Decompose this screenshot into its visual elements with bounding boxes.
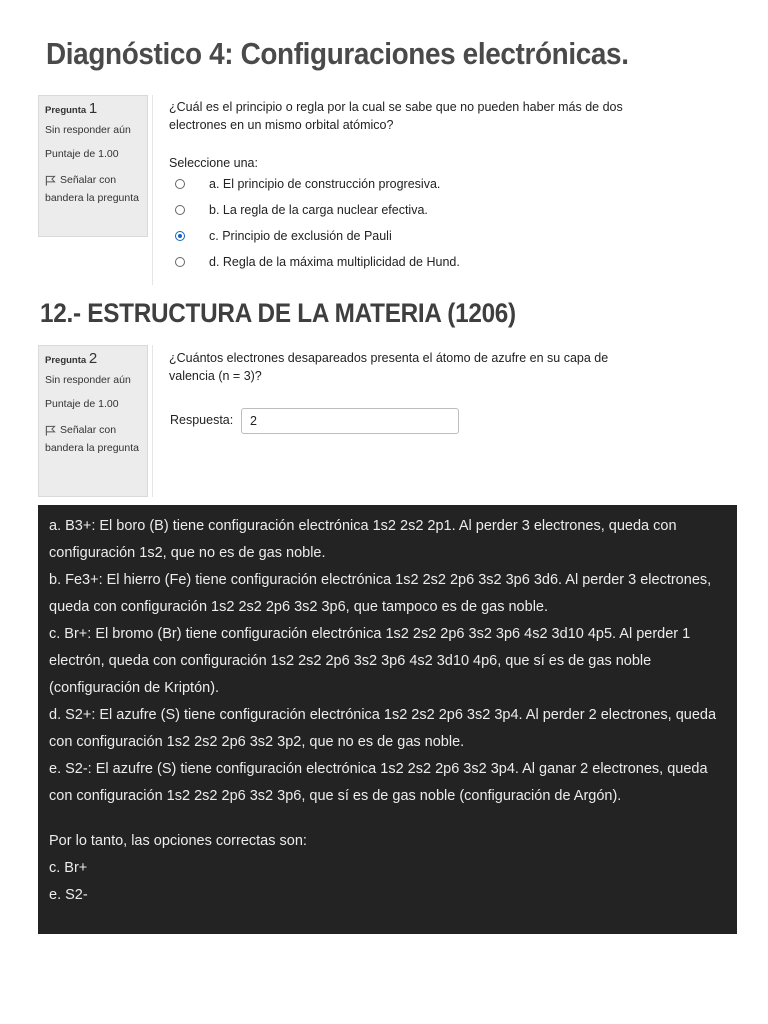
question-number: 1	[88, 100, 98, 117]
option-b-label: b. La regla de la carga nuclear efectiva.	[209, 203, 428, 217]
question-label: Pregunta	[45, 105, 87, 116]
explanation-line-c: c. Br+: El bromo (Br) tiene configuración electrónica 1s2 2s2 2p6 3s2 3p6 4s2 3d10 4p5. Al perder 1 electrón, queda con configuración 1s2 2s2 2p6 3s2 3p6 4s2 3d10 4p6, que sí es de gas noble (configuración de Kriptón).	[49, 626, 691, 696]
option-c-label: c. Principio de exclusión de Pauli	[209, 229, 392, 243]
question-2-text: ¿Cuántos electrones desapareados presenta el átomo de azufre en su capa de valencia (n = 3)?	[169, 351, 609, 383]
answer-label: Respuesta:	[170, 413, 234, 427]
option-c[interactable]	[175, 229, 392, 243]
correct-answer-2: e. S2-	[49, 887, 88, 903]
option-a-label: a. El principio de construcción progresiva.	[209, 177, 441, 191]
question-status: Sin responder aún	[45, 374, 131, 386]
divider	[152, 95, 153, 285]
option-b[interactable]	[175, 203, 428, 217]
conclusion-text: Por lo tanto, las opciones correctas son:	[49, 833, 307, 849]
flag-icon	[45, 175, 56, 186]
option-d-label: d. Regla de la máxima multiplicidad de Hund.	[209, 255, 460, 269]
divider	[152, 345, 153, 497]
explanation-box	[38, 505, 737, 934]
option-d[interactable]	[175, 255, 460, 269]
question-status: Sin responder aún	[45, 124, 131, 136]
explanation-line-e: e. S2-: El azufre (S) tiene configuración electrónica 1s2 2s2 2p6 3s2 3p4. Al ganar 2 electrones, queda con configuración 1s2 2s2 2p6 3s2 3p6, que sí es de gas noble (configuración de Argón).	[49, 761, 708, 804]
question-number: 2	[88, 350, 98, 367]
radio-a[interactable]	[175, 179, 185, 189]
explanation-line-a: a. B3+: El boro (B) tiene configuración electrónica 1s2 2s2 2p1. Al perder 3 electrones, queda con configuración 1s2, que no es de gas noble.	[49, 518, 677, 561]
question-1-text: ¿Cuál es el principio o regla por la cual se sabe que no pueden haber más de dos electrones en un mismo orbital atómico?	[169, 100, 623, 132]
explanation-line-b: b. Fe3+: El hierro (Fe) tiene configuración electrónica 1s2 2s2 2p6 3s2 3p6 3d6. Al perder 3 electrones, queda con configuración 1s2 2s2 2p6 3s2 3p6, que tampoco es de gas noble.	[49, 572, 712, 615]
correct-answer-1: c. Br+	[49, 860, 88, 876]
radio-c[interactable]	[175, 231, 185, 241]
question-label: Pregunta	[45, 355, 87, 366]
question-1-panel	[38, 95, 658, 285]
section-title: 12.- ESTRUCTURA DE LA MATERIA (1206)	[40, 298, 516, 328]
page-title: Diagnóstico 4: Configuraciones electrónicas.	[46, 36, 629, 71]
flag-question-link[interactable]	[45, 171, 141, 207]
select-prompt: Seleccione una:	[169, 156, 258, 170]
option-a[interactable]	[175, 177, 440, 191]
question-2-info	[38, 345, 148, 497]
radio-d[interactable]	[175, 257, 185, 267]
question-1-info	[38, 95, 148, 237]
explanation-line-d: d. S2+: El azufre (S) tiene configuración electrónica 1s2 2s2 2p6 3s2 3p4. Al perder 2 electrones, queda con configuración 1s2 2s2 2p6 3s2 3p2, que no es de gas noble.	[49, 707, 717, 750]
radio-b[interactable]	[175, 205, 185, 215]
flag-question-link[interactable]	[45, 421, 141, 457]
flag-icon	[45, 425, 56, 436]
question-score: Puntaje de 1.00	[45, 398, 119, 410]
flag-label: Señalar con bandera la pregunta	[45, 174, 139, 204]
flag-label: Señalar con bandera la pregunta	[45, 424, 139, 454]
question-2-panel	[38, 345, 668, 497]
answer-input[interactable]	[241, 408, 459, 434]
question-score: Puntaje de 1.00	[45, 148, 119, 160]
